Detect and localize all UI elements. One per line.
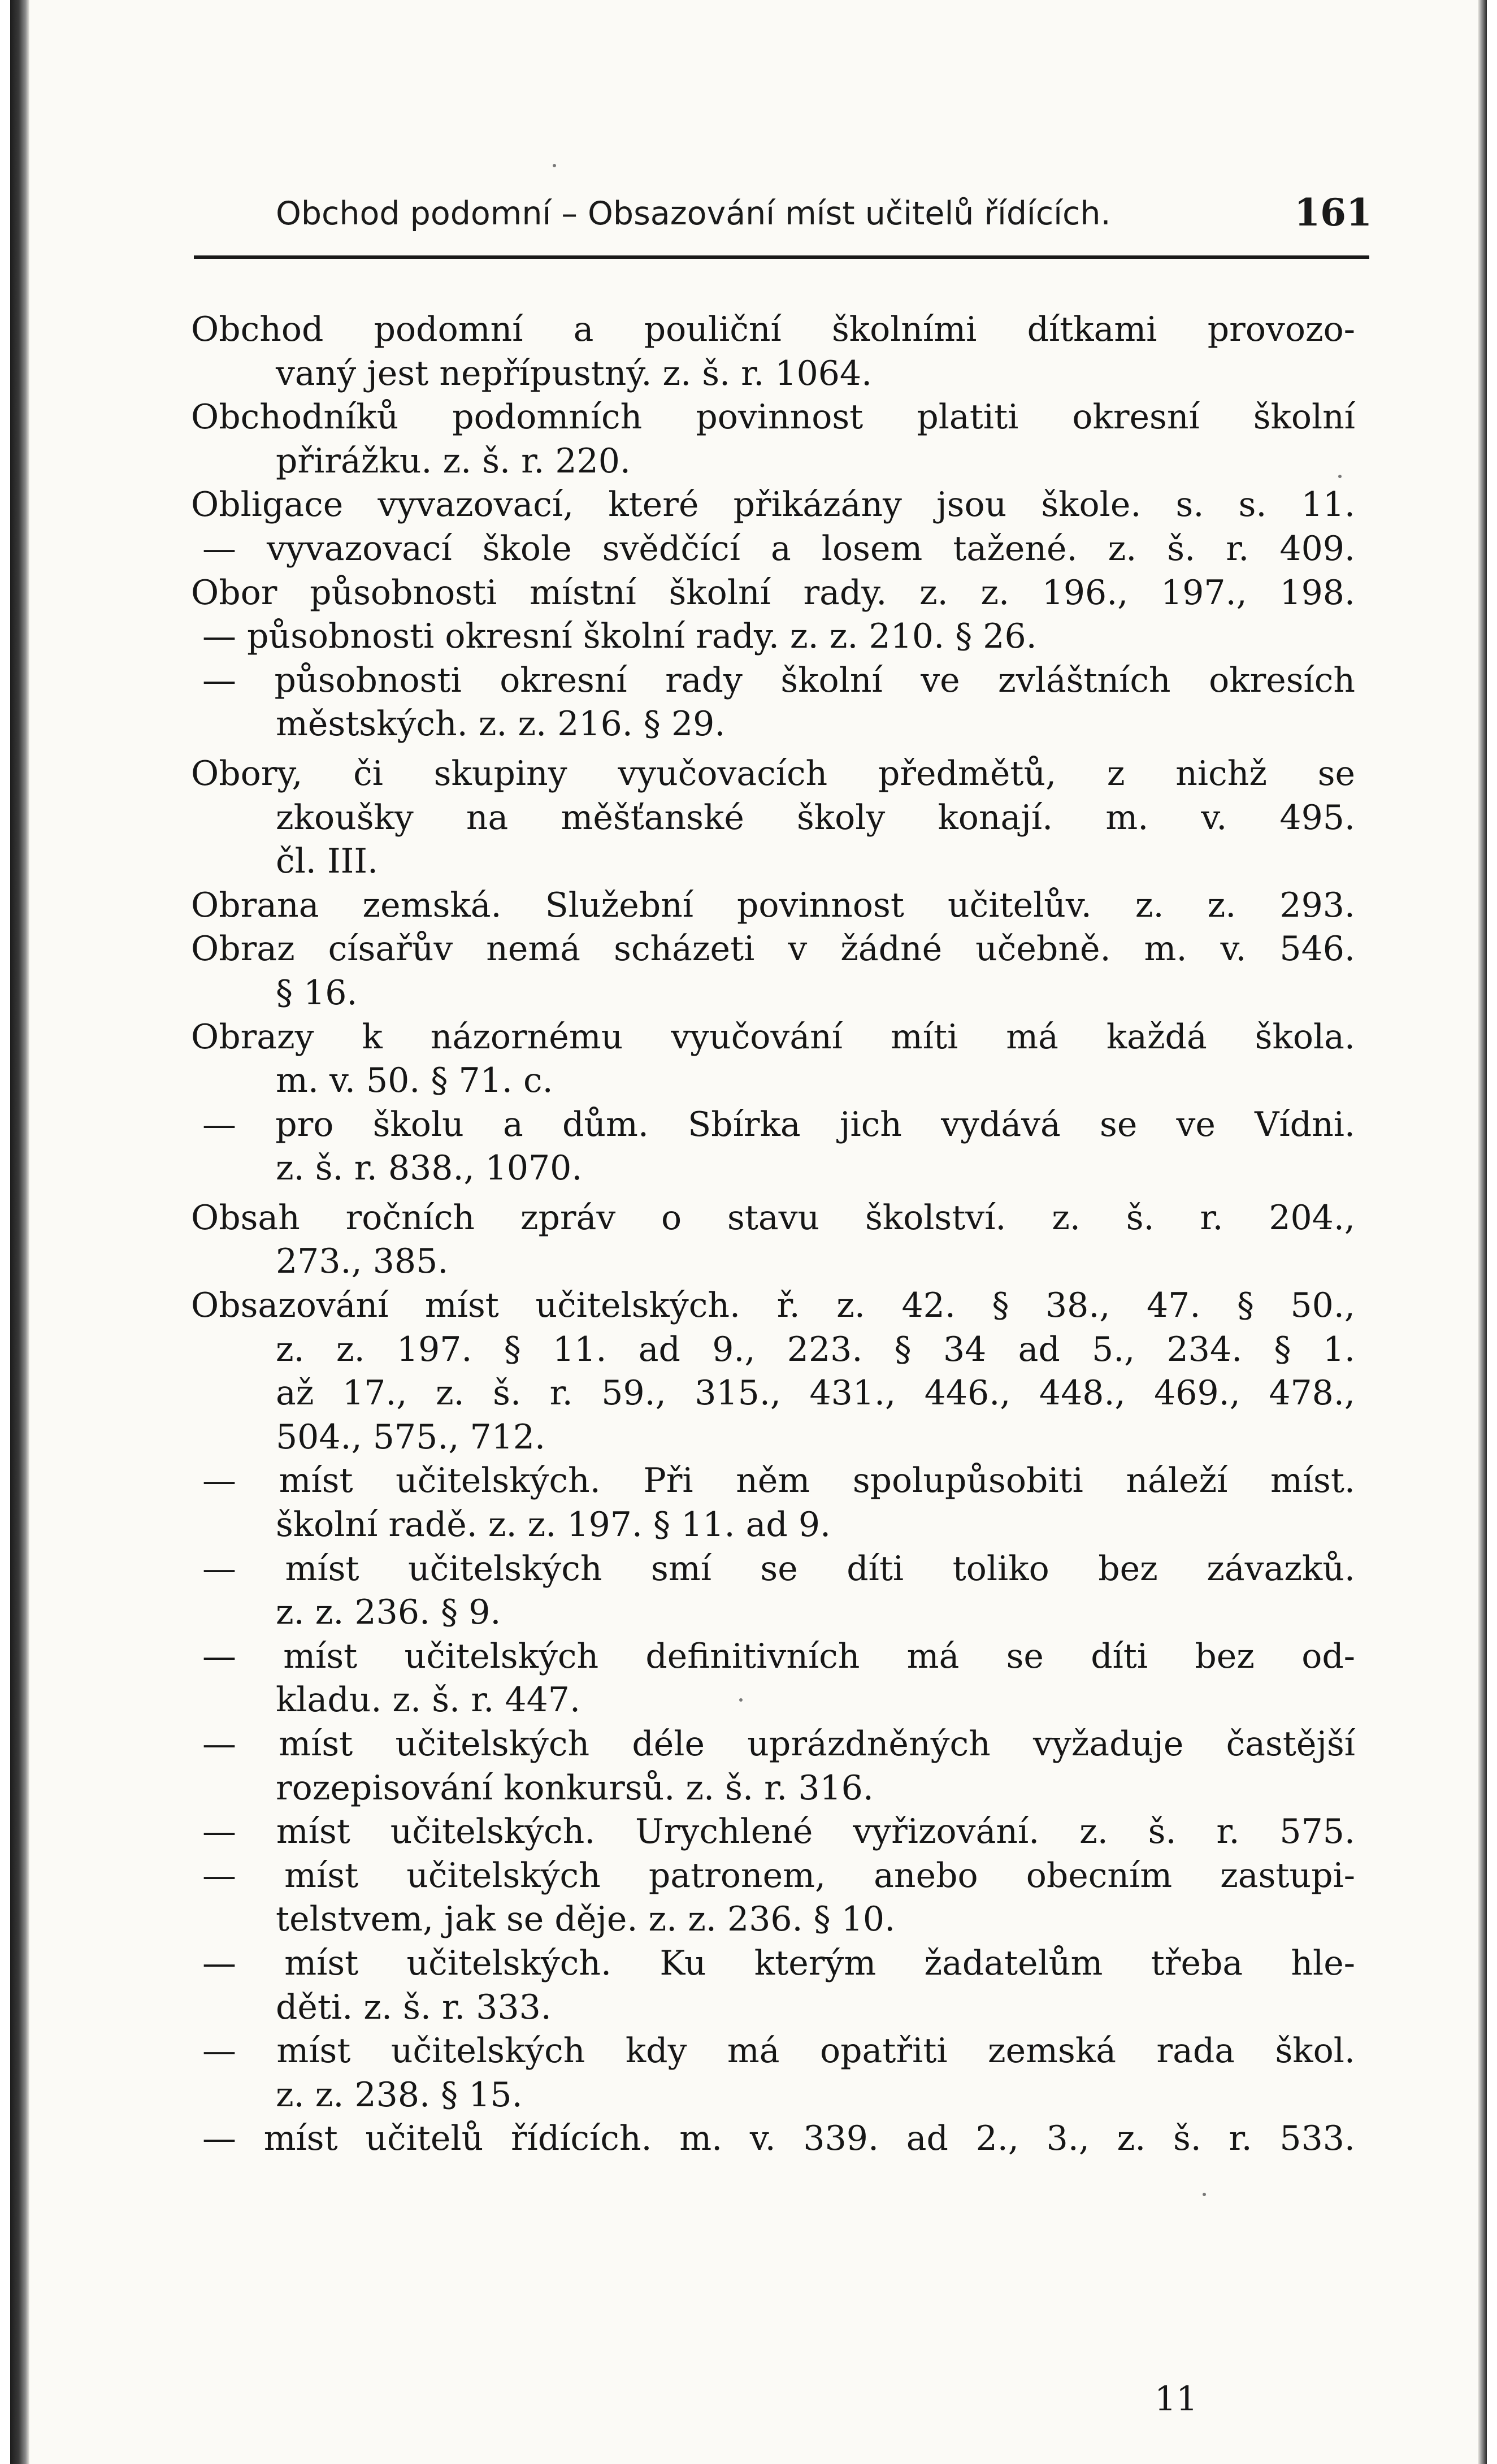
- entry-line: rozepisování konkursů. z. š. r. 316.: [276, 1768, 874, 1808]
- entry-line: děti. z. š. r. 333.: [276, 1987, 552, 2027]
- entry-line: vaný jest nepřípustný. z. š. r. 1064.: [276, 353, 873, 393]
- entry-line: Obsah ročních zpráv o stavu školství. z. š. r. 204.,: [191, 1198, 1355, 1238]
- entry-line: — míst učitelských. Ku kterým žadatelům třeba hle-: [202, 1943, 1355, 1983]
- entry-line: přirážku. z. š. r. 220.: [276, 441, 631, 481]
- running-header: [276, 189, 1372, 246]
- entry-line: — míst učitelských. Při něm spolupůsobiti náleží míst.: [202, 1461, 1355, 1501]
- entry-line: 273., 385.: [276, 1242, 449, 1282]
- page-edge-shadow: [1478, 0, 1487, 2464]
- running-header-title: Obchod podomní – Obsazování míst učitelů řídících.: [276, 195, 1111, 232]
- entry-line: Obligace vyvazovací, které přikázány jsou škole. s. s. 11.: [191, 485, 1355, 525]
- entry-line: — míst učitelských patronem, anebo obecním zastupi-: [202, 1855, 1355, 1895]
- entry-line: Obrana zemská. Služební povinnost učitelův. z. z. 293.: [191, 885, 1355, 925]
- entry-line: — vyvazovací škole svědčící a losem tažené. z. š. r. 409.: [202, 528, 1355, 569]
- entry-line: Obchodníků podomních povinnost platiti okresní školní: [191, 397, 1355, 437]
- entry-line: Obor působnosti místní školní rady. z. z. 196., 197., 198.: [191, 572, 1355, 613]
- paper-speck: [553, 164, 556, 167]
- entry-line: z. z. 236. § 9.: [276, 1593, 501, 1633]
- entry-line: Obory, či skupiny vyučovacích předmětů, z nichž se: [191, 753, 1355, 793]
- entry-line: městských. z. z. 216. § 29.: [276, 704, 726, 744]
- entry-line: z. š. r. 838., 1070.: [276, 1148, 583, 1188]
- entry-line: školní radě. z. z. 197. § 11. ad 9.: [276, 1505, 831, 1545]
- index-entries: [191, 308, 1355, 2161]
- entry-line: — míst učitelských definitivních má se díti bez od-: [202, 1636, 1355, 1676]
- entry-line: m. v. 50. § 71. c.: [276, 1061, 553, 1101]
- page-number: 161: [1294, 190, 1372, 235]
- entry-line: kladu. z. š. r. 447.: [276, 1680, 581, 1720]
- paper-speck: [739, 1698, 743, 1702]
- entry-line: Obrazy k názornému vyučování míti má každá škola.: [191, 1017, 1355, 1057]
- entry-line: z. z. 238. § 15.: [276, 2075, 523, 2115]
- book-spine-shadow: [10, 0, 29, 2464]
- entry-line: zkoušky na měšťanské školy konají. m. v. 495.: [276, 797, 1355, 838]
- entry-line: — míst učitelských. Urychlené vyřizování. z. š. r. 575.: [202, 1812, 1355, 1852]
- entry-line: telstvem, jak se děje. z. z. 236. § 10.: [276, 1899, 896, 1940]
- book-page: [10, 0, 1487, 2464]
- entry-line: Obraz císařův nemá scházeti v žádné učebně. m. v. 546.: [191, 929, 1355, 969]
- entry-line: 504., 575., 712.: [276, 1417, 546, 1457]
- entry-line: z. z. 197. § 11. ad 9., 223. § 34 ad 5., 234. § 1.: [276, 1329, 1355, 1369]
- entry-line: — míst učitelských smí se díti toliko bez závazků.: [202, 1548, 1355, 1589]
- entry-line: — pro školu a dům. Sbírka jich vydává se ve Vídni.: [202, 1104, 1355, 1144]
- entry-line: Obsazování míst učitelských. ř. z. 42. § 38., 47. § 50.,: [191, 1286, 1355, 1326]
- paper-speck: [1203, 2193, 1206, 2196]
- entry-line: — míst učitelů řídících. m. v. 339. ad 2., 3., z. š. r. 533.: [202, 2119, 1355, 2159]
- paper-speck: [1338, 475, 1342, 478]
- entry-line: — míst učitelských déle uprázdněných vyžaduje častější: [202, 1724, 1355, 1764]
- entry-line: čl. III.: [276, 841, 379, 882]
- entry-line: — působnosti okresní školní rady. z. z. 210. § 26.: [202, 617, 1037, 657]
- entry-line: — míst učitelských kdy má opatřiti zemská rada škol.: [202, 2031, 1355, 2071]
- entry-line: až 17., z. š. r. 59., 315., 431., 446., 448., 469., 478.,: [276, 1373, 1355, 1413]
- signature-mark: 11: [1155, 2379, 1198, 2419]
- entry-line: — působnosti okresní rady školní ve zvláštních okresích: [202, 660, 1355, 700]
- header-rule: [194, 255, 1369, 259]
- entry-line: § 16.: [276, 973, 358, 1013]
- entry-line: Obchod podomní a pouliční školními dítkami provozo-: [191, 310, 1355, 349]
